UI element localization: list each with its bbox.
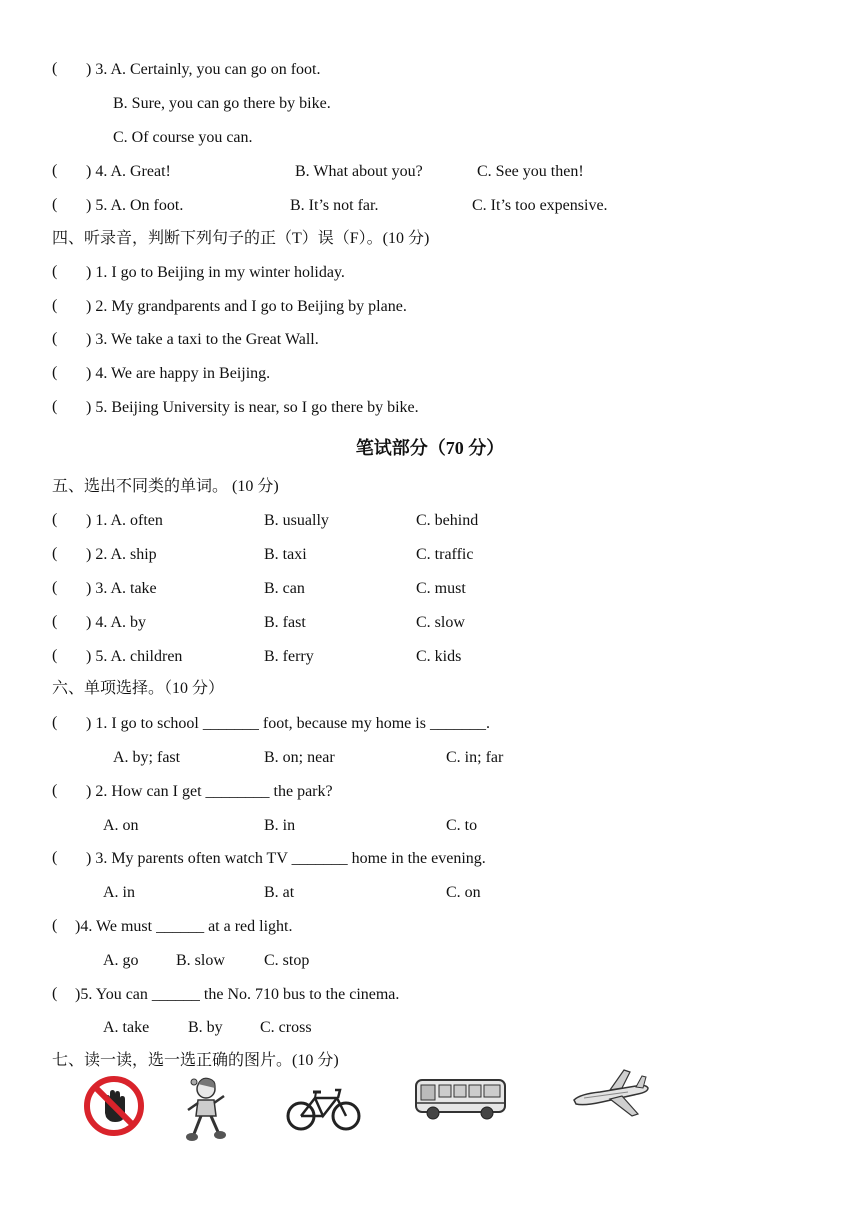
- stop-sign-icon: [84, 1076, 144, 1141]
- sec6-q3-stem: ) 3. My parents often watch TV _______ home in the evening.: [86, 850, 486, 867]
- sec6-q1-option-a: A. by; fast: [113, 749, 181, 766]
- answer-paren: (: [52, 849, 58, 866]
- sec6-q5-stem: )5. You can ______ the No. 710 bus to the cinema.: [75, 986, 400, 1003]
- airplane-icon: [570, 1066, 652, 1127]
- sec5-row-option-c: C. traffic: [416, 546, 474, 563]
- answer-paren: (: [52, 782, 58, 799]
- sec6-q4-option-c: C. stop: [264, 952, 310, 969]
- sec6-q5-option-c: C. cross: [260, 1019, 312, 1036]
- sec5-row-option-a: ) 2. A. ship: [86, 546, 157, 563]
- sec3-q4-option-c: C. See you then!: [477, 163, 584, 180]
- sec6-q2-option-c: C. to: [446, 817, 478, 834]
- sec4-item: ) 4. We are happy in Beijing.: [86, 365, 271, 382]
- sec6-q1-stem: ) 1. I go to school _______ foot, because my home is _______.: [86, 715, 490, 732]
- sec6-q2-stem: ) 2. How can I get ________ the park?: [86, 783, 333, 800]
- sec4-item: ) 2. My grandparents and I go to Beijing by plane.: [86, 298, 407, 315]
- sec5-row-option-c: C. behind: [416, 512, 479, 529]
- sec3-q4-option-b: B. What about you?: [295, 163, 423, 180]
- sec6-q5-option-b: B. by: [188, 1019, 223, 1036]
- answer-paren: (: [52, 196, 58, 213]
- bicycle-icon: [285, 1084, 363, 1139]
- sec3-q5-option-c: C. It’s too expensive.: [472, 197, 608, 214]
- answer-paren: (: [52, 985, 58, 1002]
- section-7-heading: 七、读一读，选一选正确的图片。(10 分): [52, 1052, 339, 1069]
- bus-icon: [413, 1076, 509, 1127]
- sec5-row-option-b: B. fast: [264, 614, 306, 631]
- sec3-q3-option-b: B. Sure, you can go there by bike.: [113, 95, 331, 112]
- sec5-row-option-c: C. must: [416, 580, 466, 597]
- sec6-q3-option-c: C. on: [446, 884, 481, 901]
- sec6-q4-option-a: A. go: [103, 952, 139, 969]
- sec6-q4-stem: )4. We must ______ at a red light.: [75, 918, 293, 935]
- sec3-q3-option-a: ) 3. A. Certainly, you can go on foot.: [86, 61, 321, 78]
- written-part-title: 笔试部分（70 分）: [355, 438, 505, 458]
- answer-paren: (: [52, 579, 58, 596]
- answer-paren: (: [52, 545, 58, 562]
- sec4-item: ) 1. I go to Beijing in my winter holiday.: [86, 264, 345, 281]
- answer-paren: (: [52, 263, 58, 280]
- answer-paren: (: [52, 917, 58, 934]
- answer-paren: (: [52, 330, 58, 347]
- answer-paren: (: [52, 511, 58, 528]
- sec6-q2-option-a: A. on: [103, 817, 139, 834]
- answer-paren: (: [52, 613, 58, 630]
- sec5-row-option-a: ) 5. A. children: [86, 648, 183, 665]
- sec3-q3-option-c: C. Of course you can.: [113, 129, 253, 146]
- sec6-q4-option-b: B. slow: [176, 952, 225, 969]
- answer-paren: (: [52, 60, 58, 77]
- sec6-q1-option-c: C. in; far: [446, 749, 504, 766]
- sec5-row-option-b: B. usually: [264, 512, 329, 529]
- sec3-q5-option-b: B. It’s not far.: [290, 197, 379, 214]
- sec6-q3-option-a: A. in: [103, 884, 135, 901]
- answer-paren: (: [52, 297, 58, 314]
- section-4-heading: 四、听录音，判断下列句子的正（T）误（F）。(10 分): [52, 230, 430, 247]
- sec5-row-option-c: C. slow: [416, 614, 465, 631]
- sec5-row-option-b: B. taxi: [264, 546, 307, 563]
- sec6-q1-option-b: B. on; near: [264, 749, 335, 766]
- sec5-row-option-b: B. ferry: [264, 648, 314, 665]
- sec6-q2-option-b: B. in: [264, 817, 296, 834]
- answer-paren: (: [52, 398, 58, 415]
- sec6-q3-option-b: B. at: [264, 884, 295, 901]
- section-5-heading: 五、选出不同类的单词。 (10 分): [52, 478, 279, 495]
- sec5-row-option-a: ) 4. A. by: [86, 614, 146, 631]
- walking-child-icon: [180, 1076, 230, 1151]
- sec4-item: ) 3. We take a taxi to the Great Wall.: [86, 331, 319, 348]
- sec5-row-option-c: C. kids: [416, 648, 462, 665]
- sec5-row-option-a: ) 3. A. take: [86, 580, 157, 597]
- answer-paren: (: [52, 364, 58, 381]
- sec5-row-option-b: B. can: [264, 580, 305, 597]
- sec3-q4-option-a: ) 4. A. Great!: [86, 163, 171, 180]
- answer-paren: (: [52, 162, 58, 179]
- answer-paren: (: [52, 647, 58, 664]
- sec6-q5-option-a: A. take: [103, 1019, 150, 1036]
- sec5-row-option-a: ) 1. A. often: [86, 512, 163, 529]
- sec3-q5-option-a: ) 5. A. On foot.: [86, 197, 184, 214]
- answer-paren: (: [52, 714, 58, 731]
- section-6-heading: 六、单项选择。（10 分）: [52, 680, 225, 697]
- sec4-item: ) 5. Beijing University is near, so I go there by bike.: [86, 399, 419, 416]
